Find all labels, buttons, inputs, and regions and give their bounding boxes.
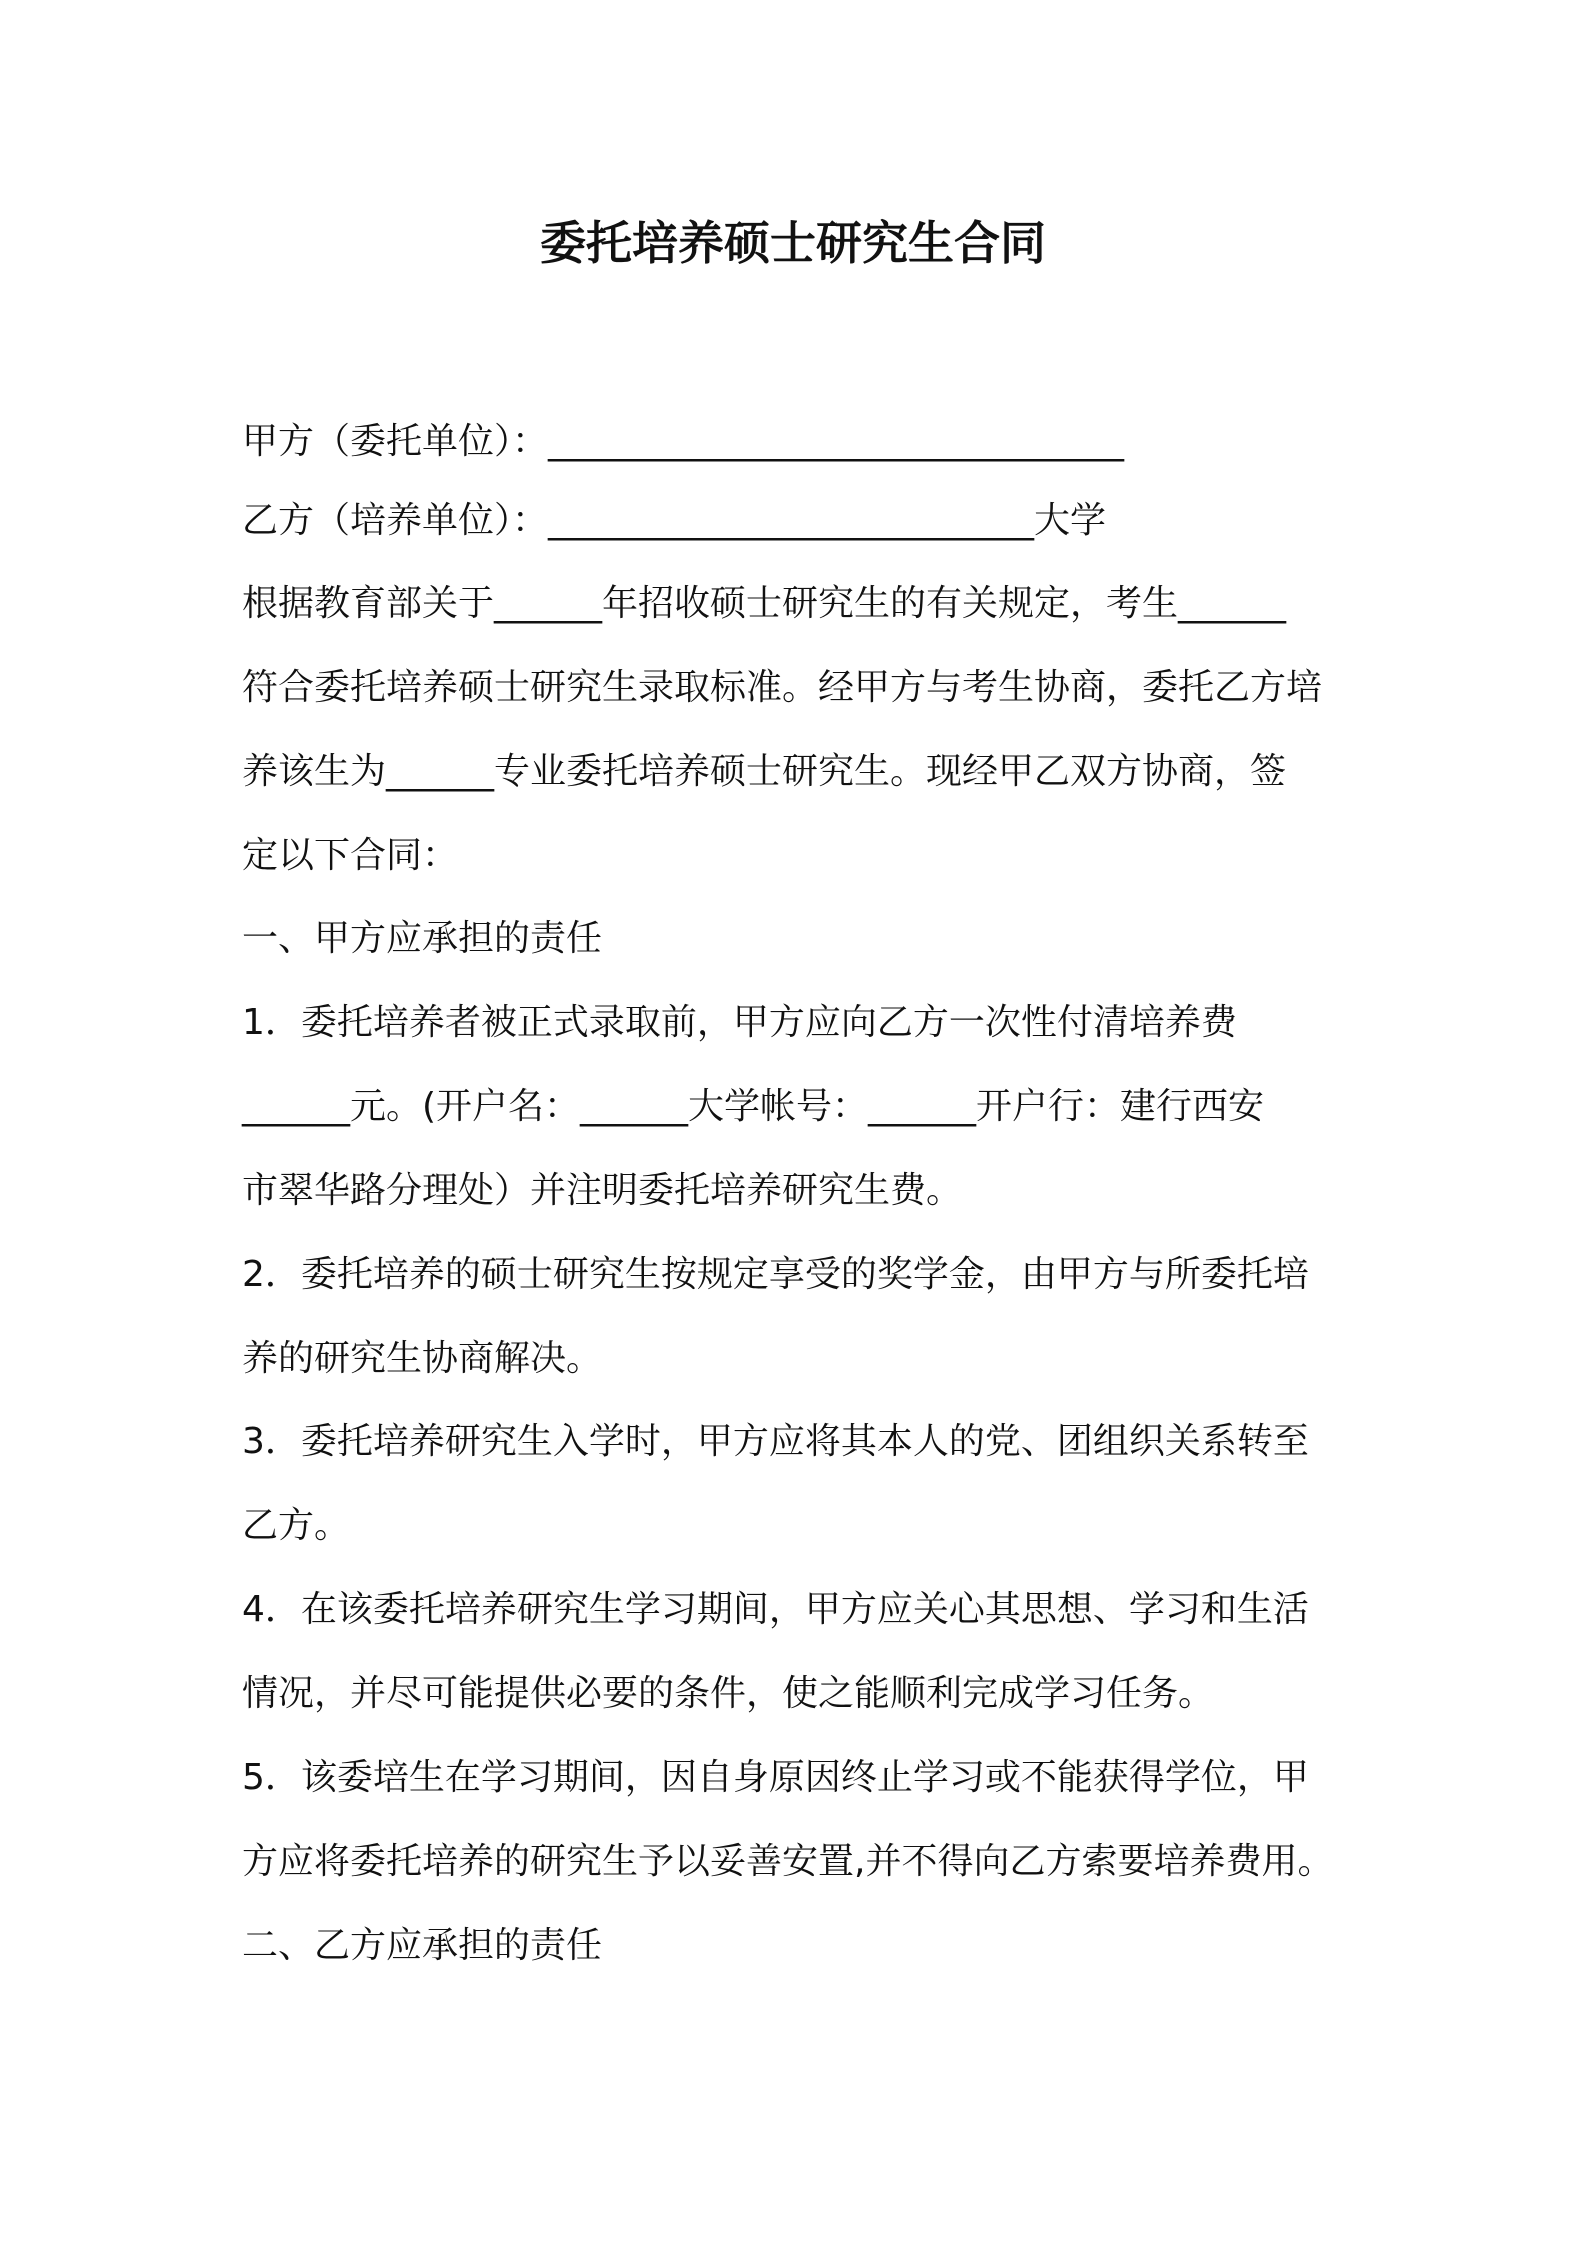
party-b-line: 乙方（培养单位）：___________________________大学 bbox=[242, 500, 1107, 541]
section-heading-1: 一、甲方应承担的责任 bbox=[242, 918, 603, 959]
paragraph-line: 养该生为______专业委托培养硕士研究生。现经甲乙双方协商，签 bbox=[242, 751, 1287, 792]
clause-line: 情况，并尽可能提供必要的条件，使之能顺利完成学习任务。 bbox=[242, 1673, 1215, 1714]
clause-line: 4．在该委托培养研究生学习期间，甲方应关心其思想、学习和生活 bbox=[242, 1589, 1309, 1630]
paragraph-line: 根据教育部关于______年招收硕士研究生的有关规定，考生______ bbox=[242, 583, 1287, 624]
party-a-line: 甲方（委托单位）：________________________________ bbox=[242, 421, 1125, 462]
clause-line: 乙方。 bbox=[242, 1505, 351, 1546]
paragraph-line: 符合委托培养硕士研究生录取标准。经甲方与考生协商，委托乙方培 bbox=[242, 667, 1323, 708]
paragraph-line: 定以下合同： bbox=[242, 835, 459, 876]
clause-line: ______元。(开户名：______大学帐号：______开户行：建行西安 bbox=[242, 1086, 1265, 1127]
document-title: 委托培养硕士研究生合同 bbox=[540, 216, 1046, 270]
clause-line: 2．委托培养的硕士研究生按规定享受的奖学金，由甲方与所委托培 bbox=[242, 1254, 1309, 1295]
clause-line: 市翠华路分理处）并注明委托培养研究生费。 bbox=[242, 1170, 963, 1211]
clause-line: 方应将委托培养的研究生予以妥善安置,并不得向乙方索要培养费用。 bbox=[242, 1841, 1334, 1882]
clause-line: 养的研究生协商解决。 bbox=[242, 1338, 603, 1379]
clause-line: 3．委托培养研究生入学时，甲方应将其本人的党、团组织关系转至 bbox=[242, 1421, 1309, 1462]
clause-line: 1．委托培养者被正式录取前，甲方应向乙方一次性付清培养费 bbox=[242, 1002, 1237, 1043]
section-heading-2: 二、乙方应承担的责任 bbox=[242, 1925, 603, 1966]
clause-line: 5．该委培生在学习期间，因自身原因终止学习或不能获得学位，甲 bbox=[242, 1757, 1309, 1798]
